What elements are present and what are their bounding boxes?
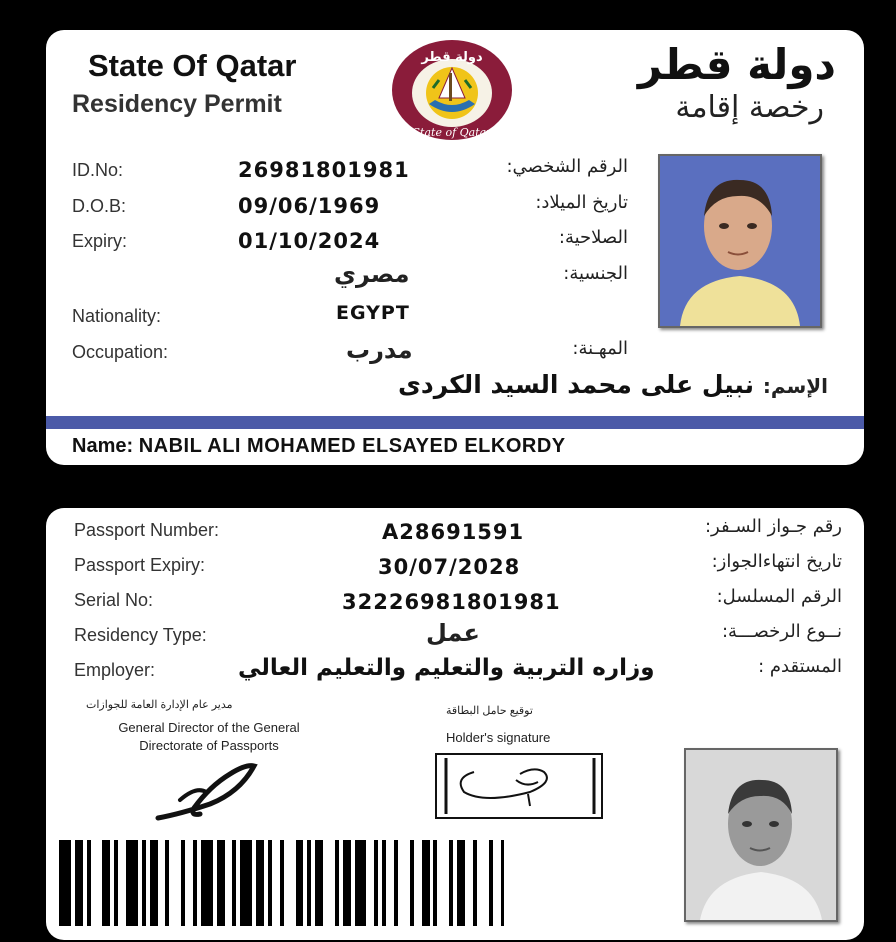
- barcode-bar: [158, 840, 166, 926]
- passport-expiry-label-arabic: تاريخ انتهاءالجواز:: [711, 551, 842, 572]
- expiry-label: Expiry:: [72, 231, 128, 251]
- serial-label-arabic: الرقم المسلسل:: [716, 586, 842, 607]
- expiry-value: 01/10/2024: [238, 229, 381, 253]
- barcode-bar: [504, 840, 508, 926]
- barcode-bar: [240, 840, 252, 926]
- barcode-bar: [272, 840, 280, 926]
- barcode-bar: [185, 840, 193, 926]
- barcode-bar: [422, 840, 430, 926]
- barcode-bar: [225, 840, 233, 926]
- passport-number-label-arabic: رقم جـواز السـفر:: [704, 516, 842, 537]
- name-value-arabic: نبيل على محمد السيد الكردى: [397, 370, 754, 399]
- qatar-emblem-icon: [389, 38, 515, 143]
- name-row: [72, 435, 566, 458]
- barcode-bar: [386, 840, 394, 926]
- id-label-arabic: الرقم الشخصي:: [506, 156, 628, 177]
- emblem-english-text: State of Qatar: [412, 126, 492, 139]
- name-value: NABIL ALI MOHAMED ELSAYED ELKORDY: [138, 435, 566, 457]
- serial-label: Serial No:: [74, 590, 154, 610]
- barcode-bar: [477, 840, 489, 926]
- barcode-bar: [457, 840, 465, 926]
- residency-type-label: Residency Type:: [74, 625, 207, 645]
- barcode-bar: [201, 840, 213, 926]
- nationality-value-arabic: مصري: [334, 260, 410, 288]
- holder-signature-icon: [434, 752, 604, 820]
- id-value: 26981801981: [238, 158, 410, 182]
- passport-expiry-label: Passport Expiry:: [74, 555, 206, 575]
- occupation-label: Occupation:: [72, 342, 169, 362]
- barcode-bar: [493, 840, 501, 926]
- barcode-bar: [355, 840, 367, 926]
- occupation-label-arabic: المهـنة:: [572, 338, 628, 359]
- serial-value: 32226981801981: [342, 590, 561, 614]
- subtitle-arabic: رخصة إقامة: [675, 90, 824, 125]
- barcode-bar: [256, 840, 264, 926]
- barcode-bar: [284, 840, 296, 926]
- occupation-value-arabic: مدرب: [346, 336, 413, 364]
- title-english: State Of Qatar: [88, 48, 297, 83]
- subtitle-english: Residency Permit: [72, 90, 282, 118]
- passport-number-label: Passport Number:: [74, 520, 220, 540]
- barcode-bar: [126, 840, 138, 926]
- residency-type-label-arabic: نــوع الرخصـــة:: [721, 621, 842, 642]
- passport-expiry-value: 30/07/2028: [378, 555, 521, 579]
- residency-type-value-arabic: عمل: [426, 619, 480, 647]
- barcode-bar: [91, 840, 103, 926]
- barcode-bar: [217, 840, 225, 926]
- barcode-bar: [169, 840, 181, 926]
- holder-photo-icon: [658, 154, 822, 328]
- dob-label: D.O.B:: [72, 196, 127, 216]
- director-signature-icon: [150, 756, 260, 826]
- residency-card-front: [46, 30, 864, 465]
- holder-signature-arabic: توقيع حامل البطاقة: [446, 705, 533, 717]
- barcode-bar: [59, 840, 71, 926]
- title-arabic: دولة قطر: [637, 40, 836, 89]
- nationality-label: Nationality:: [72, 306, 162, 326]
- barcode-bar: [465, 840, 473, 926]
- barcode-bar: [296, 840, 304, 926]
- barcode-bar: [343, 840, 351, 926]
- dob-label-arabic: تاريخ الميلاد:: [535, 192, 628, 213]
- id-label: ID.No:: [72, 160, 124, 180]
- nationality-value: EGYPT: [336, 302, 410, 324]
- divider-bar: [46, 416, 864, 429]
- director-title-arabic: مدير عام الإدارة العامة للجوازات: [86, 699, 233, 711]
- dob-value: 09/06/1969: [238, 194, 381, 218]
- barcode-icon: [59, 840, 509, 926]
- residency-card-back: [46, 508, 864, 940]
- barcode-bar: [414, 840, 422, 926]
- barcode-bar: [315, 840, 323, 926]
- nationality-label-arabic: الجنسية:: [563, 263, 628, 284]
- employer-value-arabic: وزاره التربية والتعليم والتعليم العالي: [238, 655, 655, 681]
- director-title-line2: Directorate of Passports: [139, 738, 279, 753]
- expiry-label-arabic: الصلاحية:: [558, 227, 628, 248]
- emblem-arabic-text: دولة قطر: [421, 50, 483, 65]
- barcode-bar: [118, 840, 126, 926]
- barcode-bar: [398, 840, 410, 926]
- barcode-bar: [437, 840, 449, 926]
- barcode-bar: [366, 840, 374, 926]
- name-label-arabic: الإسم:: [762, 374, 828, 398]
- barcode-bar: [150, 840, 158, 926]
- name-label: Name:: [72, 435, 134, 457]
- barcode-bar: [102, 840, 110, 926]
- holder-photo-grayscale-icon: [684, 748, 838, 922]
- barcode-bar: [75, 840, 83, 926]
- director-title-line1: General Director of the General: [118, 720, 300, 735]
- employer-label-arabic: المستقدم :: [758, 656, 842, 677]
- holder-signature-label: Holder's signature: [446, 730, 551, 745]
- employer-label: Employer:: [74, 660, 156, 680]
- passport-number-value: A28691591: [382, 520, 525, 544]
- barcode-bar: [323, 840, 335, 926]
